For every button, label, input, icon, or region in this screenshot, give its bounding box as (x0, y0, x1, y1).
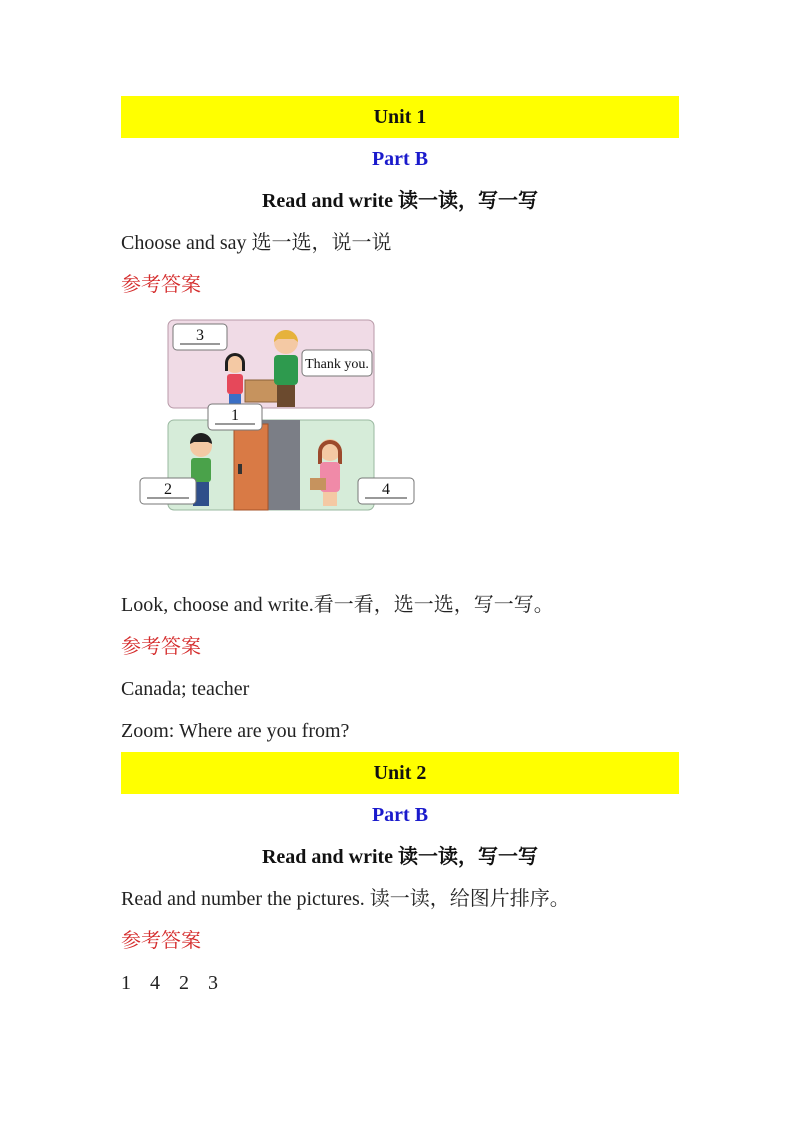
unit-1-answer-label-1: 参考答案 (121, 274, 201, 296)
unit-2-heading: Read and write 读一读，写一写 (261, 846, 539, 868)
bubble-thank-you-label: Thank you. (305, 357, 369, 372)
bubble-4-label: 4 (382, 481, 390, 498)
girl2-box (310, 478, 326, 490)
girl-body (227, 374, 243, 394)
unit-1-part: Part B (371, 148, 429, 170)
answer-number: 2 (179, 972, 189, 994)
illustration (138, 318, 418, 518)
teacher-legs (277, 385, 295, 407)
bubble-1-label: 1 (231, 407, 239, 424)
girl2-legs (323, 492, 337, 506)
bubble-2-label: 2 (164, 481, 172, 498)
document-page (121, 96, 679, 1004)
unit-2-answer-numbers (121, 962, 679, 1004)
illustration-svg (138, 318, 418, 518)
teacher-body (274, 355, 298, 385)
unit-2-answer-label: 参考答案 (121, 930, 201, 952)
unit-2-task-read-number: Read and number the pictures. 读一读，给图片排序。 (121, 888, 570, 910)
unit-1-answer-label-2: 参考答案 (121, 636, 201, 658)
unit-1-task-choose-say: Choose and say 选一选，说一说 (121, 232, 392, 254)
door-handle (238, 464, 242, 474)
girl-legs (229, 394, 241, 404)
unit-2-title: Unit 2 (121, 752, 679, 794)
box (245, 380, 279, 402)
unit-1-zoom-line: Zoom: Where are you from? (121, 720, 350, 742)
unit-1-heading: Read and write 读一读，写一写 (261, 190, 539, 212)
unit-1-title: Unit 1 (121, 96, 679, 138)
answer-number: 1 (121, 972, 131, 994)
answer-number: 3 (208, 972, 218, 994)
unit-2-part: Part B (371, 804, 429, 826)
unit-1-answer-text: Canada; teacher (121, 678, 250, 700)
answer-number: 4 (150, 972, 160, 994)
bubble-3-label: 3 (196, 327, 204, 344)
unit-1-task-look-choose-write: Look, choose and write.看一看，选一选，写一写。 (121, 594, 554, 616)
spacer (121, 518, 679, 584)
